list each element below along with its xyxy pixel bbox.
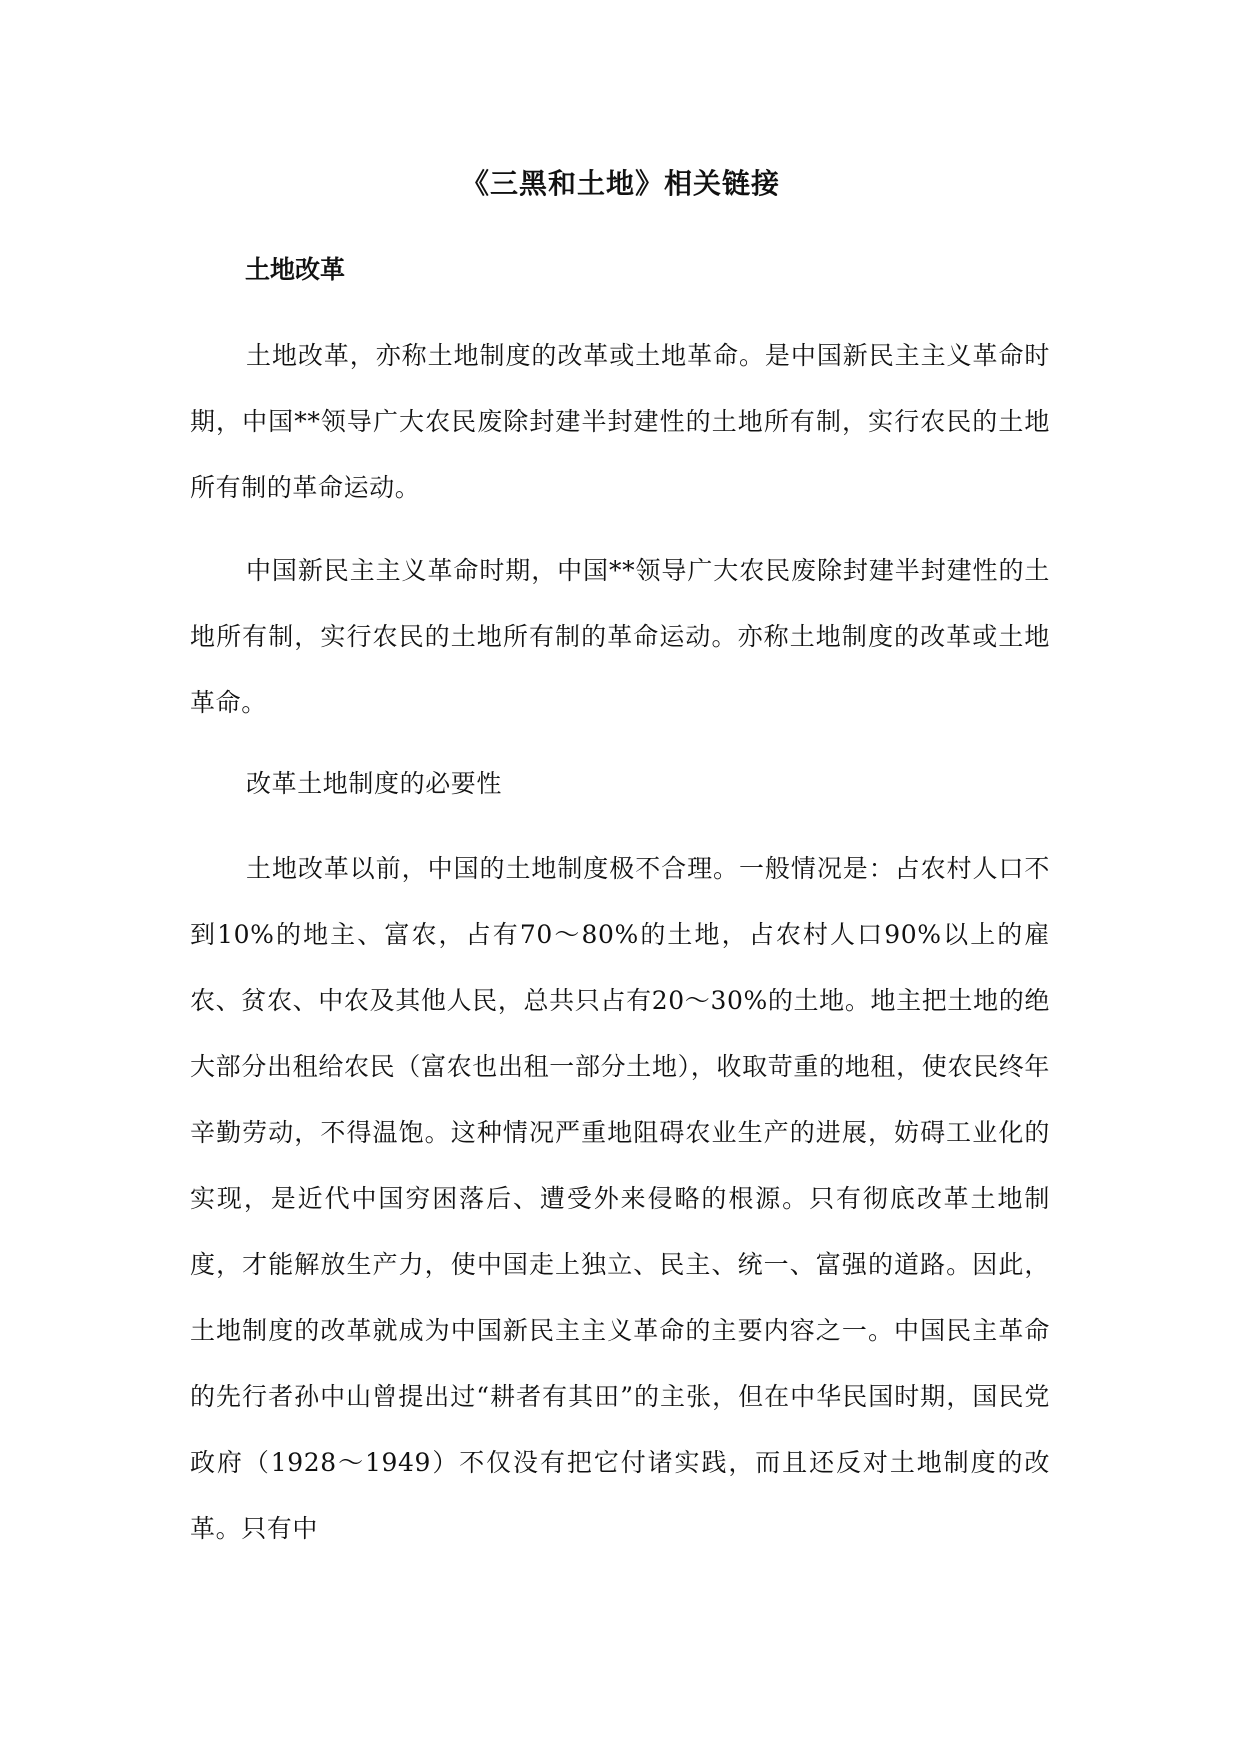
subheading-necessity: 改革土地制度的必要性 — [246, 769, 503, 798]
paragraph-definition: 土地改革，亦称土地制度的改革或土地革命。是中国新民主主义革命时期，中国**领导广大农民废除封建半封建性的土地所有制，实行农民的土地所有制的革命运动。 — [190, 341, 1050, 502]
section-heading: 土地改革 — [245, 255, 346, 284]
paragraph-restatement: 中国新民主主义革命时期，中国**领导广大农民废除封建半封建性的土地所有制，实行农民的土地所有制的革命运动。亦称土地制度的改革或土地革命。 — [190, 556, 1050, 717]
document-title: 《三黑和土地》相关链接 — [460, 167, 780, 200]
paragraph-necessity: 土地改革以前，中国的土地制度极不合理。一般情况是：占农村人口不到10%的地主、富农，占有70～80%的土地，占农村人口90%以上的雇农、贫农、中农及其他人民，总共只占有20～30%的土地。地主把土地的绝大部分出租给农民（富农也出租一部分土地），收取苛重的地租，使农民终年辛勤劳动，不得温饱。这种情况严重地阻碍农业生产的进展，妨碍工业化的实现，是近代中国穷困落后、遭受外来侵略的根源。只有彻底改革土地制度，才能解放生产力，使中国走上独立、民主、统一、富强的道路。因此，土地制度的改革就成为中国新民主主义革命的主要内容之一。中国民主革命的先行者孙中山曾提出过“耕者有其田”的主张，但在中华民国时期，国民党政府（1928～1949）不仅没有把它付诸实践，而且还反对土地制度的改革。只有中 — [190, 854, 1050, 1543]
